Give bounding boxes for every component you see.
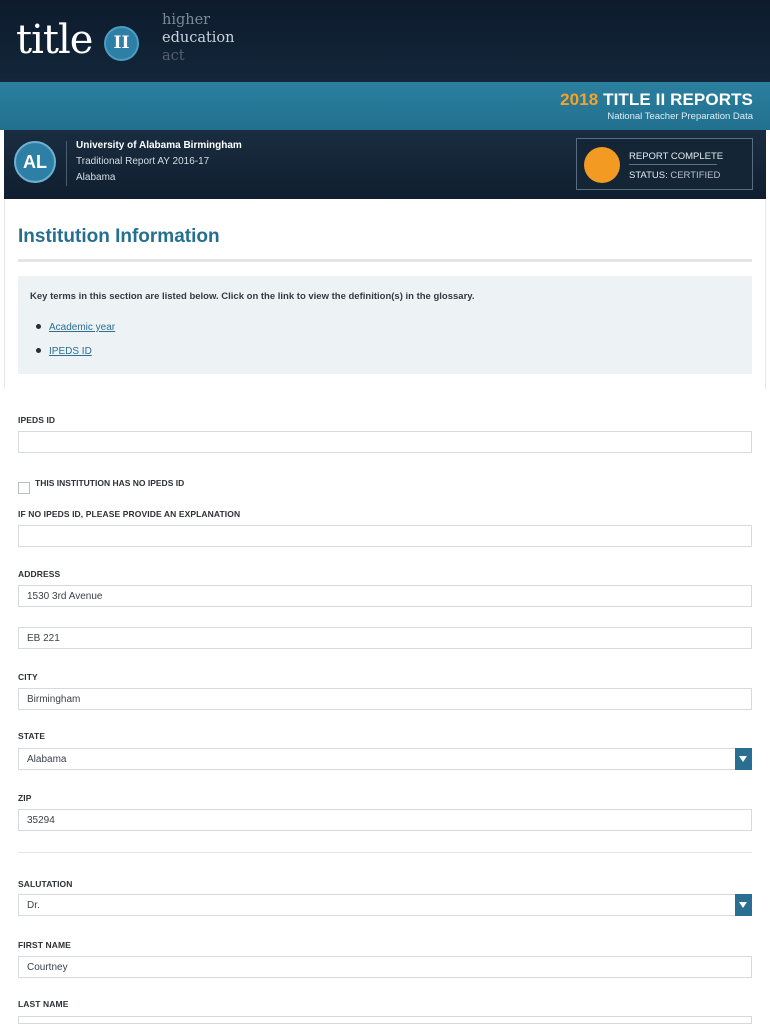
institution-divider xyxy=(66,141,67,186)
address-line2-input[interactable] xyxy=(18,627,752,649)
no-ipeds-checkbox[interactable] xyxy=(18,482,30,494)
chevron-down-icon[interactable] xyxy=(735,748,752,770)
no-ipeds-checkbox-label: THIS INSTITUTION HAS NO IPEDS ID xyxy=(35,478,185,488)
institution-name: University of Alabama Birmingham xyxy=(76,140,242,151)
reports-year: 2018 xyxy=(560,90,599,109)
logo-word-act: act xyxy=(162,48,185,64)
logo-numeral: II xyxy=(104,26,139,61)
reports-banner xyxy=(0,82,770,130)
explanation-input[interactable] xyxy=(18,525,752,547)
logo-word-education: education xyxy=(162,30,235,46)
bullet-icon xyxy=(36,348,41,353)
first-name-input[interactable] xyxy=(18,956,752,978)
status-indicator-icon xyxy=(584,147,620,183)
state-badge: AL xyxy=(14,141,56,183)
institution-report: Traditional Report AY 2016-17 xyxy=(76,156,210,167)
last-name-label: LAST NAME xyxy=(18,999,69,1009)
form-divider xyxy=(18,852,752,853)
address-line1-input[interactable] xyxy=(18,585,752,607)
first-name-label: FIRST NAME xyxy=(18,940,71,950)
explanation-label: IF NO IPEDS ID, PLEASE PROVIDE AN EXPLANATION xyxy=(18,509,241,519)
glossary-box xyxy=(18,276,752,374)
bullet-icon xyxy=(36,324,41,329)
city-input[interactable] xyxy=(18,688,752,710)
logo-words xyxy=(162,11,235,65)
list-item xyxy=(36,322,115,333)
city-label: CITY xyxy=(18,672,38,682)
logo-word-higher: higher xyxy=(162,12,211,28)
status-report-complete: REPORT COMPLETE xyxy=(629,151,724,162)
glossary-link-academic-year[interactable]: Academic year xyxy=(49,322,116,333)
chevron-down-icon[interactable] xyxy=(735,894,752,916)
salutation-select-value: Dr. xyxy=(27,900,40,911)
site-header xyxy=(0,0,770,82)
address-label: ADDRESS xyxy=(18,569,61,579)
reports-subtitle: National Teacher Preparation Data xyxy=(607,111,753,122)
state-select[interactable] xyxy=(18,748,752,770)
status-separator xyxy=(629,164,717,165)
glossary-intro: Key terms in this section are listed below. Click on the link to view the definition(s) in the glossary. xyxy=(30,291,475,302)
report-status-box xyxy=(576,138,753,190)
status-value: CERTIFIED xyxy=(670,170,721,181)
reports-title-text: TITLE II REPORTS xyxy=(603,90,753,109)
page-title: Institution Information xyxy=(18,226,220,247)
zip-input[interactable] xyxy=(18,809,752,831)
status-label: STATUS: xyxy=(629,170,668,181)
title-divider xyxy=(18,259,752,262)
ipeds-id-input[interactable] xyxy=(18,431,752,453)
status-certified xyxy=(629,170,720,181)
state-select-value: Alabama xyxy=(27,754,67,765)
last-name-input[interactable] xyxy=(18,1016,752,1024)
institution-bar xyxy=(4,130,766,199)
ipeds-id-label: IPEDS ID xyxy=(18,415,56,425)
reports-title xyxy=(560,90,753,110)
zip-label: ZIP xyxy=(18,793,32,803)
list-item xyxy=(36,346,92,357)
salutation-label: SALUTATION xyxy=(18,879,73,889)
state-label: STATE xyxy=(18,731,46,741)
logo-title[interactable]: title xyxy=(16,17,93,63)
salutation-select[interactable] xyxy=(18,894,752,916)
institution-state: Alabama xyxy=(76,172,116,183)
glossary-link-ipeds-id[interactable]: IPEDS ID xyxy=(49,346,92,357)
